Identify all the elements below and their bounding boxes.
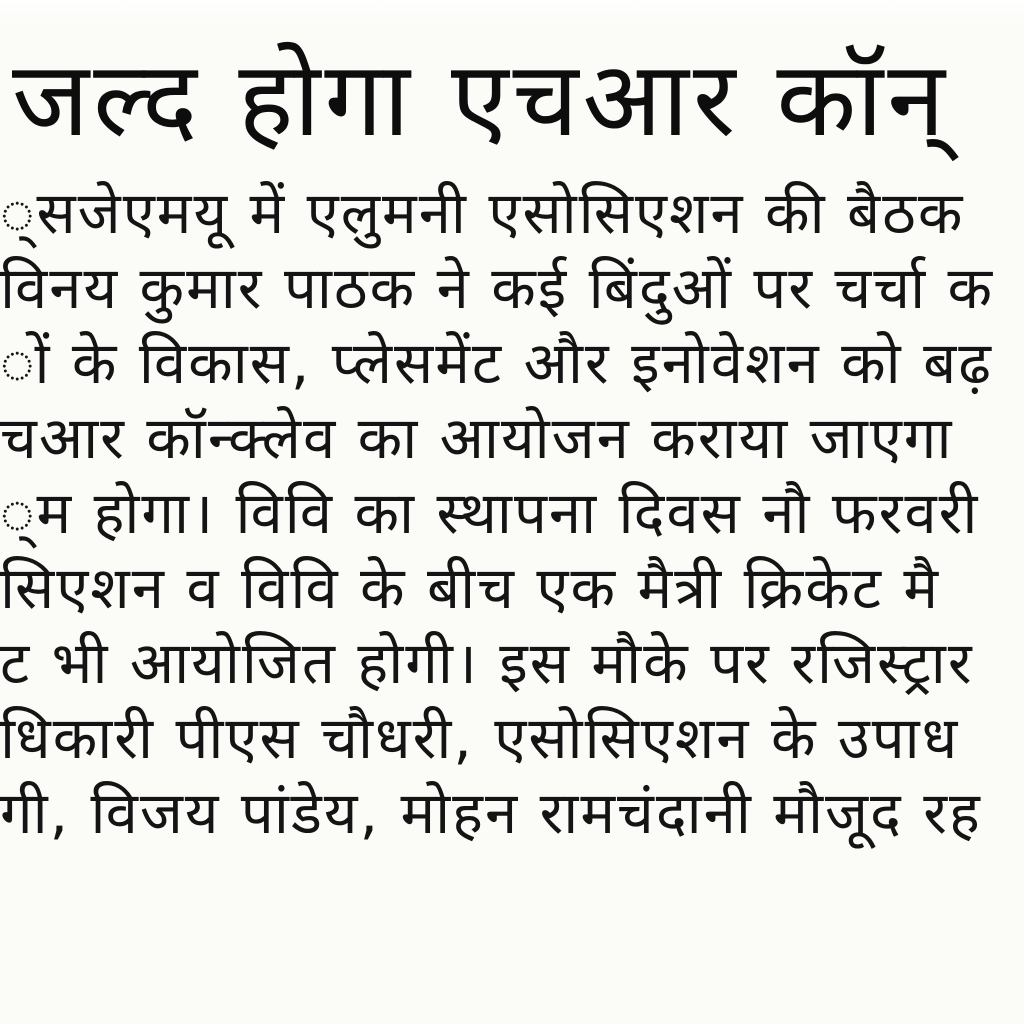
body-line: विनय कुमार पाठक ने कई बिंदुओं पर चर्चा क xyxy=(0,254,995,322)
body-line: गी, विजय पांडेय, मोहन रामचंदानी मौजूद रह xyxy=(0,779,982,847)
body-line: ों के विकास, प्लेसमेंट और इनोवेशन को बढ़ xyxy=(0,329,993,397)
article-body xyxy=(0,176,1024,851)
body-line: ्सजेएमयू में एलुमनी एसोसिएशन की बैठक xyxy=(0,179,965,247)
body-line: धिकारी पीएस चौधरी, एसोसिएशन के उपाध xyxy=(0,704,960,772)
body-line: चआर कॉन्क्लेव का आयोजन कराया जाएगा xyxy=(0,404,954,472)
article-headline: जल्द होगा एचआर कॉन् xyxy=(12,38,949,160)
body-line: ्म होगा। विवि का स्थापना दिवस नौ फरवरी xyxy=(0,479,980,547)
body-line: सिएशन व विवि के बीच एक मैत्री क्रिकेट मै xyxy=(0,554,941,622)
scan-edge xyxy=(0,0,1024,30)
body-line: ट भी आयोजित होगी। इस मौके पर रजिस्ट्रार xyxy=(0,629,974,697)
